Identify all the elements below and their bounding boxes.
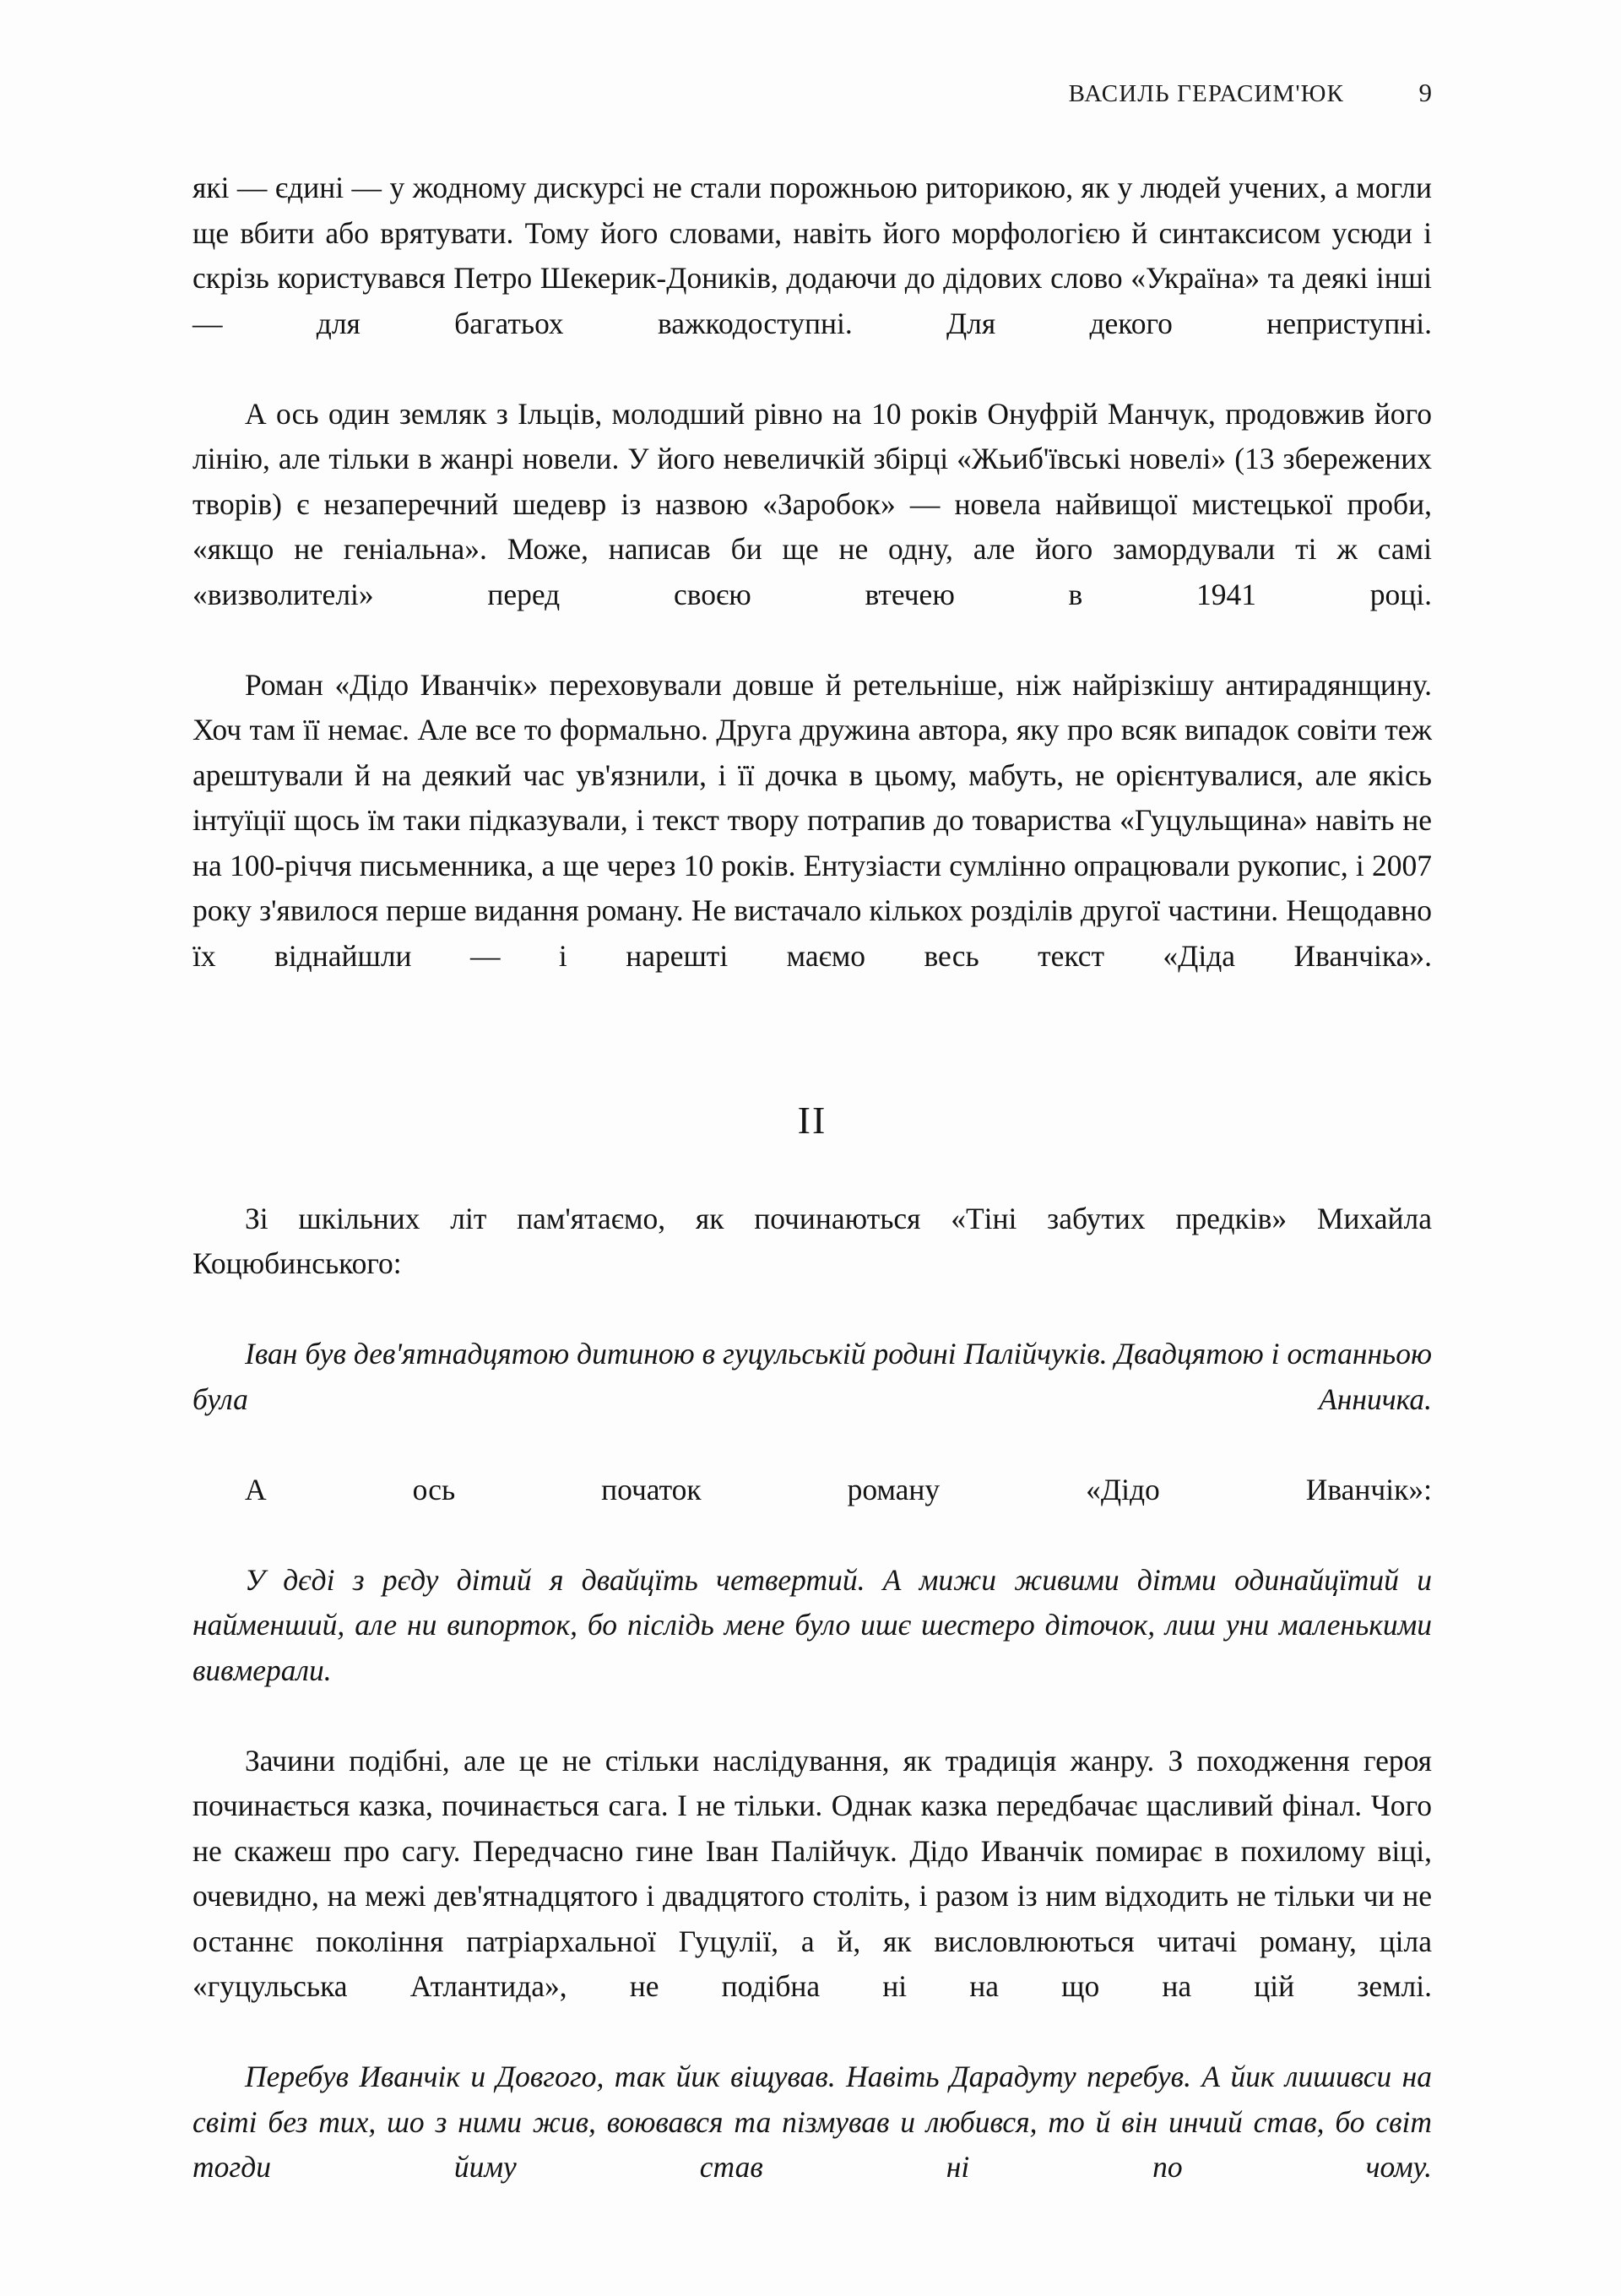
paragraph-pochatok-romanu: А ось початок роману «Дідо Иванчік»: — [245, 1472, 1432, 1506]
running-head-title: ВАСИЛЬ ГЕРАСИМ'ЮК — [1068, 80, 1344, 107]
paragraph-manchuk: А ось один земляк з Ільців, молодший рівно на 10 років Онуфрій Манчук, продовжив його лінію, але тільки в жанрі новели. У його невеличкій збірці «Жьиб'ївські новелі» (13 збережених творів) є незаперечний шедевр із назвою «Заробок» — новела найвищої мистецької проби, «якщо не геніальна». Може, написав би ще не одну, але його замордували ті ж самі «визволителі» перед своєю втечею в 1941 році. — [192, 396, 1432, 611]
spacer-before-section — [192, 1024, 1432, 1097]
paragraph-shkilnykh-lit: Зі шкільних літ пам'ятаємо, як починаються «Тіні забутих предків» Михайла Коцюбинського: — [192, 1201, 1432, 1280]
quote-perebuv-ivanchik: Перебув Иванчік и Довгого, так йик віщував. Навіть Дарадуту перебув. А йик лишивси на світі без тих, шо з ними жив, воювався та пізмував и любився, то й він инчий став, бо світ тогди йиму став ні по чому. — [192, 2060, 1432, 2184]
running-head — [192, 78, 1432, 108]
page-number: 9 — [1418, 78, 1432, 107]
paragraph-zachyny-podibni: Зачини подібні, але це не стільки наслідування, як традиція жанру. З походження героя починається казка, починається сага. І не тільки. Однак казка передбачає щасливий фінал. Чого не скажеш про сагу. Передчасно гине Іван Палійчук. Дідо Иванчік помирає в похилому віці, очевидно, на межі дев'ятнадцятого і двадцятого століть, і разом із ним відходить не тільки чи не останнє покоління патріархальної Гуцулії, а й, як висловлюються читачі роману, ціла «гуцульська Атлантида», не подібна ні на що на цій землі. — [192, 1743, 1432, 2003]
quote-kotsiubynsky: Іван був дев'ятнадцятою дитиною в гуцульській родині Палійчуків. Двадцятою і останньою була Анничка. — [192, 1337, 1432, 1416]
spacer-after-section — [192, 1144, 1432, 1197]
text-block — [192, 166, 1432, 2235]
paragraph-continued: які — єдині — у жодному дискурсі не стали порожньою риторикою, як у людей учених, а могли ще вбити або врятувати. Тому його словами, навіть його морфологією й синтаксисом усюди і скрізь користувався Петро Шекерик-Доників, додаючи до дідових слово «Україна» та деякі інші — для багатьох важкодоступні. Для декого неприступні. — [192, 171, 1432, 340]
section-number: II — [797, 1098, 827, 1142]
quote-dido-ivanchik-opening: У дєді з рєду дітий я двайцїть четвертий. А мижи живими дітми одинайцїтий и найменший, але ни випорток, бо післідь мене було ишє шестеро діточок, лиш уни маленькими вивмерали. — [192, 1562, 1432, 1687]
paragraph-roman-dido-ivanchik: Роман «Дідо Иванчік» переховували довше й ретельніше, ніж найрізкішу антирадянщину. Хоч там її немає. Але все то формально. Друга дружина автора, яку про всяк випадок совіти теж арештували й на деякий час ув'язнили, і її дочка в цьому, мабуть, не орієнтувалися, але якісь інтуїції щось їм таки підказували, і текст твору потрапив до товариства «Гуцульщина» навіть не на 100-річчя письменника, а ще через 10 років. Ентузіасти сумлінно опрацювали рукопис, і 2007 року з'явилося перше видання роману. Не вистачало кількох розділів другої частини. Нещодавно їх віднайшли — і нарешті маємо весь текст «Діда Иванчіка». — [192, 667, 1432, 973]
